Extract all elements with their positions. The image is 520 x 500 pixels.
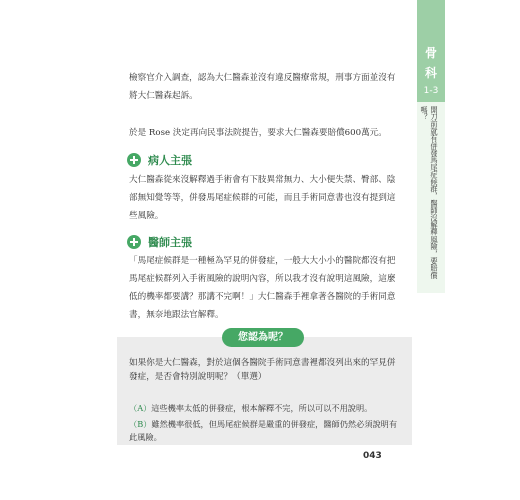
patient-section-header bbox=[127, 152, 192, 168]
doctor-section-header bbox=[127, 234, 192, 250]
body-paragraph-1: 檢察官介入調查，認為大仁醫森並沒有違反醫療常規，刑事方面並沒有將大仁醫森起訴。 bbox=[129, 73, 396, 101]
option-a-text: 這些機率太低的併發症，根本解釋不完，所以可以不用說明。 bbox=[151, 403, 373, 413]
quiz-option-a bbox=[129, 402, 401, 415]
option-a-letter: （A） bbox=[129, 403, 152, 413]
page-number: 043 bbox=[363, 451, 382, 461]
quiz-question: 如果你是大仁醫森，對於這個各醫院手術同意書裡都沒列出來的罕見併發症，是否會特別說明呢？（單選） bbox=[129, 358, 396, 382]
plus-icon bbox=[127, 153, 141, 167]
doctor-claim-text: 「馬尾症候群是一種極為罕見的併發症，一般大大小小的醫院都沒有把馬尾症候群列入手術風險的說明內容，所以我才沒有說明這風險，這麼低的機率都要講？那講不完啊！」大仁醫森手裡拿著各醫院的手術同意書，無奈地跟法官解釋。 bbox=[129, 256, 396, 320]
quiz-option-b bbox=[129, 418, 401, 444]
plus-icon bbox=[127, 235, 141, 249]
chapter-number: 1-3 bbox=[423, 86, 439, 96]
quiz-badge: 您認為呢？ bbox=[222, 328, 304, 347]
option-b-text: 雖然機率很低，但馬尾症候群是嚴重的併發症，醫師仍然必須說明有此風險。 bbox=[129, 419, 398, 442]
chapter-title: 開刀前就有併發馬尾症候群，醫師沒解釋風險，要賠償嗎？ bbox=[420, 106, 439, 279]
doctor-section-title: 醫師主張 bbox=[148, 236, 192, 249]
tab-char-2: 科 bbox=[424, 66, 437, 80]
patient-claim-text: 大仁醫森從來沒解釋過手術會有下肢異常無力、大小便失禁、臀部、陰部無知覺等等，併發馬尾症候群的可能，而且手術同意書也沒有提到這些風險。 bbox=[129, 175, 396, 221]
tab-char-1: 骨 bbox=[424, 46, 437, 60]
body-paragraph-2: 於是 Rose 決定再向民事法院提告，要求大仁醫森要賠償600萬元。 bbox=[129, 128, 387, 138]
patient-section-title: 病人主張 bbox=[148, 154, 192, 167]
option-b-letter: （B） bbox=[129, 419, 152, 429]
